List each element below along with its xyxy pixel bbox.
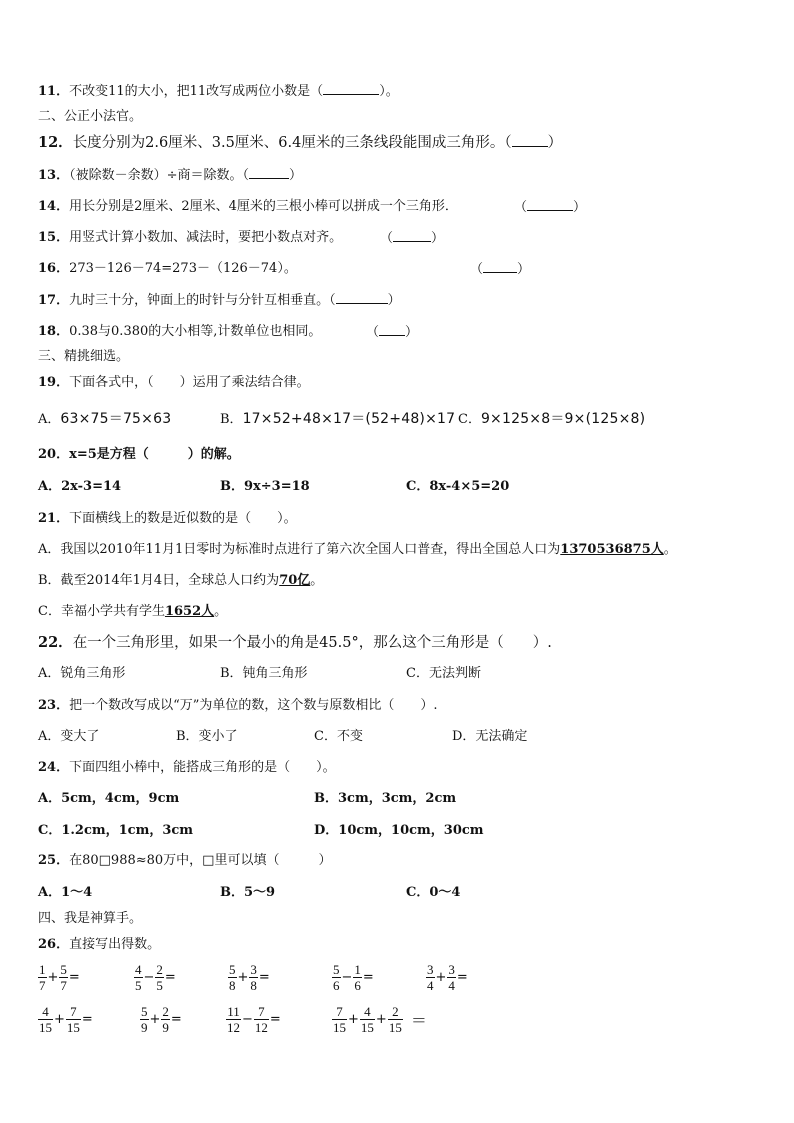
denominator: 4 — [448, 978, 455, 993]
operator: + — [435, 970, 447, 985]
fraction — [353, 962, 362, 993]
paren-close: ） — [431, 231, 445, 246]
option-c[interactable] — [458, 410, 645, 429]
question-18-answer — [366, 323, 418, 342]
fraction — [66, 1004, 81, 1035]
operator: + — [47, 970, 59, 985]
question-number: 11． — [38, 84, 70, 99]
fraction — [59, 962, 68, 993]
paren-close: ） — [547, 135, 563, 151]
operator: + — [149, 1012, 161, 1027]
option-a[interactable] — [38, 541, 677, 559]
denominator: 15 — [360, 1020, 374, 1035]
numerator: 2 — [392, 1004, 399, 1019]
fraction-expression[interactable] — [332, 962, 375, 993]
question-text: 用竖式计算小数加、减法时，要把小数点对齐。 — [69, 230, 343, 245]
fraction-expression[interactable] — [140, 1004, 183, 1035]
question-23 — [38, 697, 438, 715]
question-text: 下面横线上的数是近似数的是（ ）。 — [69, 511, 297, 526]
question-text: 在80□988≈80万中，□里可以填（ ） — [69, 853, 332, 868]
operator: − — [341, 970, 353, 985]
question-number: 16． — [38, 261, 70, 276]
option-a[interactable]: A．锐角三角形 — [38, 666, 126, 681]
fraction — [249, 962, 258, 993]
fraction — [38, 1004, 53, 1035]
numerator: 4 — [42, 1004, 49, 1019]
fraction — [447, 962, 456, 993]
question-16 — [38, 260, 297, 278]
question-18 — [38, 323, 321, 341]
fraction — [228, 962, 237, 993]
answer-blank[interactable] — [336, 291, 388, 304]
equals-sign: = — [68, 970, 80, 985]
fraction — [226, 1004, 241, 1035]
question-number: 23． — [38, 698, 70, 713]
fraction — [332, 962, 341, 993]
question-number: 21． — [38, 511, 70, 526]
question-text: 下面四组小棒中，能搭成三角形的是（ ）。 — [69, 760, 336, 775]
option-a[interactable]: A．1～4 — [38, 885, 93, 900]
paren-close: ） — [289, 168, 303, 183]
option-d[interactable]: D．10cm，10cm，30cm — [314, 823, 484, 838]
question-text: 把一个数改写成以“万”为单位的数，这个数与原数相比（ ）. — [69, 698, 438, 713]
paren-open: （ — [366, 325, 380, 340]
denominator: 15 — [333, 1020, 346, 1035]
numerator: 7 — [70, 1004, 77, 1019]
numerator: 7 — [258, 1004, 265, 1019]
paren-open: （ — [514, 200, 528, 215]
fraction-expression[interactable] — [38, 962, 81, 993]
option-c[interactable]: C．8x-4×5=20 — [406, 479, 510, 494]
denominator: 5 — [135, 978, 142, 993]
underlined-number: 1652人 — [164, 604, 215, 619]
denominator: 8 — [250, 978, 257, 993]
numerator: 5 — [333, 962, 340, 977]
paren-close: ）。 — [379, 84, 399, 99]
option-label: B． — [220, 412, 243, 427]
question-text: 在一个三角形里，如果一个最小的角是45.5°，那么这个三角形是（ ）. — [72, 635, 552, 651]
fraction-expression[interactable] — [426, 962, 469, 993]
numerator: 3 — [250, 962, 257, 977]
section-4-heading: 四、我是神算手。 — [38, 911, 143, 926]
question-number: 13． — [38, 168, 70, 183]
fraction — [360, 1004, 375, 1035]
answer-blank[interactable] — [527, 198, 573, 211]
option-c[interactable]: C．1.2cm，1cm，3cm — [38, 823, 194, 838]
question-number: 19． — [38, 375, 70, 390]
question-21 — [38, 510, 297, 528]
answer-blank[interactable] — [393, 229, 431, 242]
denominator: 4 — [427, 978, 434, 993]
numerator: 4 — [364, 1004, 371, 1019]
paren-open: （ — [470, 262, 484, 277]
question-14-answer — [514, 198, 586, 217]
fraction — [140, 1004, 149, 1035]
numerator: 4 — [135, 962, 142, 977]
paren-close: ） — [573, 200, 587, 215]
option-c[interactable]: C．无法判断 — [406, 666, 481, 681]
question-text: 不改变11的大小，把11改写成两位小数是（ — [69, 84, 324, 99]
option-label: A． — [38, 412, 61, 427]
paren-close: ） — [517, 262, 531, 277]
option-text: A．我国以2010年11月1日零时为标准时点进行了第六次全国人口普查，得出全国总人口为 — [38, 542, 561, 557]
question-22 — [38, 634, 552, 652]
fraction — [38, 962, 47, 993]
numerator: 11 — [227, 1004, 240, 1019]
option-expression: 63×75＝75×63 — [60, 411, 172, 427]
option-expression: 9×125×8＝9×(125×8) — [480, 411, 646, 427]
question-text: 下面各式中，（ ）运用了乘法结合律。 — [69, 375, 310, 390]
equals-sign: ＝ — [410, 1011, 427, 1030]
option-a[interactable]: A．变大了 — [38, 729, 100, 744]
question-text: 273－126－74=273－（126－74）。 — [69, 261, 297, 276]
equals-sign: = — [258, 970, 270, 985]
question-24 — [38, 759, 336, 777]
fraction — [161, 1004, 170, 1035]
answer-blank[interactable] — [249, 166, 289, 179]
fraction-expression[interactable] — [134, 962, 177, 993]
denominator: 12 — [227, 1020, 240, 1035]
operator: + — [348, 1012, 359, 1027]
question-number: 18． — [38, 324, 70, 339]
option-label: C． — [458, 412, 481, 427]
answer-blank[interactable] — [512, 134, 548, 147]
question-text: （被除数－余数）÷商＝除数。（ — [69, 168, 249, 183]
question-15-answer — [380, 229, 444, 248]
denominator: 12 — [254, 1020, 268, 1035]
denominator: 15 — [39, 1020, 52, 1035]
underlined-number: 1370536875人 — [560, 542, 664, 557]
option-c[interactable] — [38, 603, 227, 621]
option-a[interactable] — [38, 410, 171, 429]
answer-blank[interactable] — [483, 260, 517, 273]
option-text: C．幸福小学共有学生 — [38, 604, 165, 619]
option-c[interactable]: C．不变 — [314, 729, 363, 744]
numerator: 7 — [336, 1004, 343, 1019]
fraction — [155, 962, 164, 993]
question-25 — [38, 852, 331, 870]
fraction-expression[interactable] — [38, 1004, 94, 1035]
fraction — [134, 962, 143, 993]
option-expression: 17×52+48×17＝(52+48)×17 — [242, 411, 456, 427]
option-d[interactable]: D．无法确定 — [452, 729, 528, 744]
numerator: 3 — [448, 962, 455, 977]
numerator: 1 — [354, 962, 361, 977]
answer-blank[interactable] — [379, 323, 405, 336]
denominator: 6 — [333, 978, 340, 993]
question-text: 直接写出得数。 — [69, 937, 161, 952]
equals-sign: = — [164, 970, 176, 985]
fraction-expression[interactable] — [228, 962, 271, 993]
option-text: B．截至2014年1月4日，全球总人口约为 — [38, 573, 280, 588]
question-number: 25． — [38, 853, 70, 868]
question-number: 22． — [38, 634, 73, 651]
operator: + — [375, 1012, 387, 1027]
underlined-number: 70亿 — [279, 573, 311, 588]
denominator: 5 — [156, 978, 163, 993]
equals-sign: = — [170, 1012, 182, 1027]
question-number: 15． — [38, 230, 70, 245]
paren-open: （ — [380, 231, 394, 246]
question-number: 12． — [38, 134, 73, 151]
fraction — [254, 1004, 269, 1035]
option-b[interactable]: B．变小了 — [176, 729, 238, 744]
numerator: 5 — [141, 1004, 148, 1019]
option-b[interactable] — [220, 410, 455, 429]
option-a[interactable]: A．5cm，4cm，9cm — [38, 791, 180, 806]
question-15 — [38, 229, 342, 247]
paren-close: ） — [405, 325, 419, 340]
fraction-expression[interactable] — [332, 1004, 428, 1035]
answer-blank[interactable] — [323, 82, 379, 95]
question-16-answer — [470, 260, 530, 279]
denominator: 9 — [162, 1020, 169, 1035]
question-text: 长度分别为2.6厘米、3.5厘米、6.4厘米的三条线段能围成三角形。（ — [72, 135, 512, 151]
equals-sign: = — [81, 1012, 93, 1027]
option-a[interactable]: A．2x-3=14 — [38, 479, 122, 494]
option-end: 。 — [663, 542, 677, 557]
fraction — [388, 1004, 403, 1035]
operator: + — [237, 970, 249, 985]
option-b[interactable]: B．9x÷3=18 — [220, 479, 310, 494]
denominator: 6 — [354, 978, 361, 993]
denominator: 15 — [388, 1020, 402, 1035]
equals-sign: = — [456, 970, 468, 985]
numerator: 5 — [229, 962, 236, 977]
option-c[interactable]: C．0～4 — [406, 885, 461, 900]
option-b[interactable]: B．3cm，3cm，2cm — [314, 791, 457, 806]
option-end: 。 — [214, 604, 228, 619]
equals-sign: = — [362, 970, 374, 985]
numerator: 1 — [39, 962, 46, 977]
question-number: 14． — [38, 199, 70, 214]
operator: − — [143, 970, 155, 985]
question-12 — [38, 134, 562, 152]
question-number: 26． — [38, 937, 70, 952]
denominator: 7 — [60, 978, 67, 993]
operator: − — [242, 1012, 253, 1027]
question-26 — [38, 936, 160, 954]
question-19 — [38, 374, 310, 392]
paren-close: ） — [387, 293, 401, 308]
question-11 — [38, 82, 399, 101]
operator: + — [54, 1012, 65, 1027]
question-14 — [38, 198, 458, 216]
option-end: 。 — [310, 573, 324, 588]
question-number: 24． — [38, 760, 70, 775]
question-number: 20． — [38, 447, 70, 462]
question-17 — [38, 291, 401, 310]
option-b[interactable]: B．钝角三角形 — [220, 666, 308, 681]
option-b[interactable] — [38, 572, 323, 590]
numerator: 2 — [162, 1004, 169, 1019]
numerator: 5 — [60, 962, 67, 977]
denominator: 7 — [39, 978, 46, 993]
section-2-heading: 二、公正小法官。 — [38, 109, 143, 124]
question-text: 0.38与0.380的大小相等,计数单位也相同。 — [69, 324, 322, 339]
option-b[interactable]: B．5～9 — [220, 885, 276, 900]
fraction-expression[interactable] — [226, 1004, 282, 1035]
question-text: 九时三十分，钟面上的时针与分针互相垂直。（ — [69, 293, 336, 308]
section-3-heading: 三、精挑细选。 — [38, 349, 130, 364]
question-text: x=5是方程（ ）的解。 — [69, 447, 240, 462]
fraction — [332, 1004, 347, 1035]
fraction — [426, 962, 435, 993]
question-13 — [38, 166, 302, 185]
question-text: 用长分别是2厘米、2厘米、4厘米的三根小棒可以拼成一个三角形． — [69, 199, 458, 214]
denominator: 8 — [229, 978, 236, 993]
question-number: 17． — [38, 293, 70, 308]
denominator: 15 — [66, 1020, 80, 1035]
numerator: 2 — [156, 962, 163, 977]
question-20 — [38, 446, 240, 464]
denominator: 9 — [141, 1020, 148, 1035]
numerator: 3 — [427, 962, 434, 977]
equals-sign: = — [269, 1012, 281, 1027]
